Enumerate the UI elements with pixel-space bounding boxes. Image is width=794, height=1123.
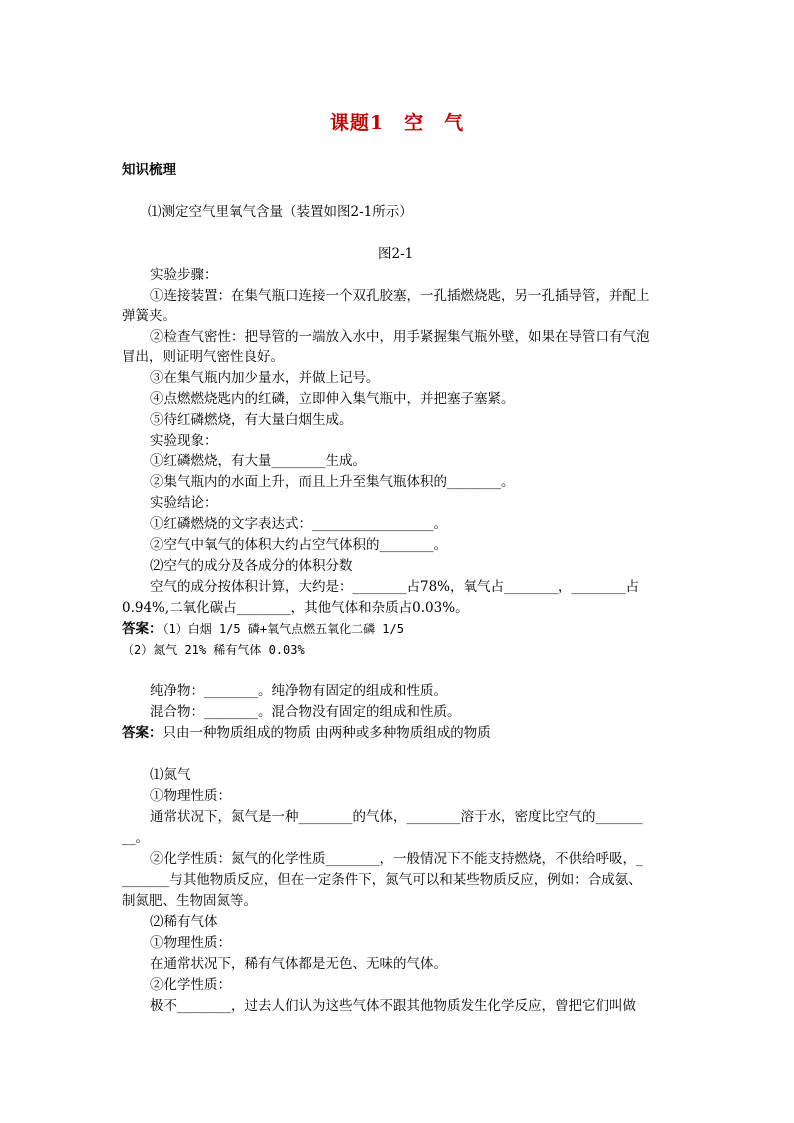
noble-chemical-label: ②化学性质： (150, 977, 231, 993)
answer-1-label: 答案： (122, 621, 163, 637)
noble-gas-heading: ⑵稀有气体 (150, 914, 218, 930)
phenomenon-1: ①红磷燃烧，有大量________生成。 (150, 453, 366, 469)
step-1-line-a: ①连接装置：在集气瓶口连接一个双孔胶塞，一孔插燃烧匙，另一孔插导管，并配上 (150, 288, 650, 304)
step-3: ③在集气瓶内加少量水，并做上记号。 (150, 370, 380, 386)
conclusion-2: ②空气中氧气的体积大约占空气体积的________。 (150, 537, 447, 553)
nitrogen-chemical-line-b: _______与其他物质反应，但在一定条件下，氮气可以和某些物质反应，例如：合成氨、 (122, 872, 642, 888)
page-title: 课题1 空 气 (329, 112, 465, 134)
figure-caption: 图2-1 (378, 246, 414, 262)
nitrogen-physical-line-b: __。 (122, 830, 149, 846)
noble-chemical-text: 极不________，过去人们认为这些气体不跟其他物质发生化学反应，曾把它们叫做 (150, 998, 636, 1014)
answer-1-line-2: （2）氮气 21% 稀有气体 0.03% (122, 643, 305, 657)
answer-2-text: 只由一种物质组成的物质 由两种或多种物质组成的物质 (162, 725, 491, 741)
phenomena-label: 实验现象： (150, 433, 218, 449)
step-2-line-b: 冒出，则证明气密性良好。 (122, 349, 284, 365)
nitrogen-chemical-line-c: 制氮肥、生物固氮等。 (122, 893, 257, 909)
mixture-line: 混合物：________。混合物没有固定的组成和性质。 (150, 704, 461, 720)
answer-2-line (122, 723, 491, 743)
step-1-line-b: 弹簧夹。 (122, 308, 176, 324)
step-2-line-a: ②检查气密性：把导管的一端放入水中，用手紧握集气瓶外壁，如果在导管口有气泡 (150, 329, 650, 345)
nitrogen-chemical-line-a: ②化学性质：氮气的化学性质________，一般情况下不能支持燃烧，不供给呼吸，_ (150, 851, 643, 867)
pure-substance-line: 纯净物：________。纯净物有固定的组成和性质。 (150, 683, 447, 699)
part2-heading: ⑵空气的成分及各成分的体积分数 (150, 558, 353, 574)
answer-1-text-1: （1）白烟 1/5 磷+氧气点燃五氧化二磷 1/5 (162, 622, 404, 636)
part2-line-2: 0.94%,二氧化碳占________，其他气体和杂质占0.03%。 (122, 600, 469, 616)
nitrogen-physical-line-a: 通常状况下，氮气是一种________的气体，________溶于水，密度比空气的_______ (150, 809, 643, 825)
nitrogen-heading: ⑴氮气 (150, 767, 191, 783)
steps-label: 实验步骤： (150, 267, 218, 283)
noble-physical-label: ①物理性质： (150, 935, 231, 951)
step-5: ⑤待红磷燃烧，有大量白烟生成。 (150, 412, 353, 428)
conclusion-label: 实验结论： (150, 495, 218, 511)
answer-2-label: 答案： (122, 725, 163, 741)
phenomenon-2: ②集气瓶内的水面上升，而且上升至集气瓶体积的________。 (150, 474, 515, 490)
nitrogen-physical-label: ①物理性质： (150, 788, 231, 804)
answer-1-line-1 (122, 619, 404, 639)
step-4: ④点燃燃烧匙内的红磷，立即伸入集气瓶中，并把塞子塞紧。 (150, 391, 515, 407)
conclusion-1: ①红磷燃烧的文字表达式：__________________。 (150, 516, 447, 532)
section-heading: 知识梳理 (122, 162, 176, 178)
part2-line-1: 空气的成分按体积计算，大约是：________占78%，氧气占________，________占 (150, 579, 640, 595)
part1-heading: ⑴测定空气里氧气含量（装置如图2-1所示） (148, 204, 413, 220)
noble-physical-text: 在通常状况下，稀有气体都是无色、无味的气体。 (150, 956, 447, 972)
